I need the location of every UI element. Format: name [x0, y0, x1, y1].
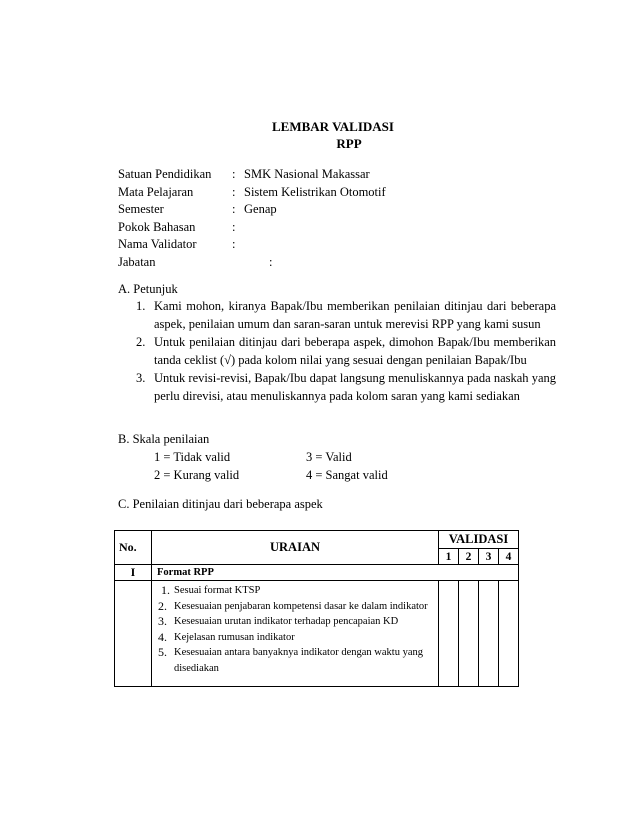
- info-label: Pokok Bahasan: [118, 219, 196, 234]
- header-score: 2: [459, 549, 479, 565]
- header-no: No.: [115, 531, 152, 565]
- list-text: Untuk revisi-revisi, Bapak/Ibu dapat langsung menuliskannya pada naskah yang perlu direvisi, atau menuliskannya pada kolom saran yang kami sediakan: [154, 371, 556, 403]
- header-uraian: URAIAN: [152, 531, 439, 565]
- header-score: 1: [439, 549, 459, 565]
- table-row: [115, 565, 519, 581]
- scale-item: 1 = Tidak valid: [154, 450, 231, 464]
- score-cell-3[interactable]: [479, 581, 499, 687]
- criteria-item: [158, 583, 432, 599]
- info-label: Jabatan: [118, 254, 156, 269]
- list-item: [136, 298, 556, 333]
- section-a-heading: A. Petunjuk: [118, 282, 178, 296]
- score-cell-1[interactable]: [439, 581, 459, 687]
- criteria-number: 5.: [158, 645, 167, 659]
- criteria-text: Kesesuaian antara banyaknya indikator dengan waktu yang disediakan: [174, 647, 423, 674]
- scale-item: 2 = Kurang valid: [154, 467, 240, 482]
- criteria-text: Kesesuaian urutan indikator terhadap pencapaian KD: [174, 616, 399, 627]
- scale-item: 4 = Sangat valid: [306, 467, 388, 482]
- score-cell-4[interactable]: [499, 581, 519, 687]
- scale-item: 3 = Valid: [306, 450, 352, 464]
- criteria-number: 3.: [158, 614, 167, 628]
- list-number: 3.: [136, 371, 146, 385]
- criteria-item: [158, 614, 432, 630]
- info-value: Genap: [244, 202, 277, 216]
- info-colon: :: [269, 254, 273, 269]
- criteria-list: [152, 581, 439, 687]
- info-colon: :: [232, 202, 236, 216]
- info-colon: :: [232, 184, 236, 199]
- criteria-item: [158, 630, 432, 646]
- instruction-list: [136, 298, 556, 405]
- info-colon: :: [232, 219, 236, 234]
- info-label: Satuan Pendidikan: [118, 167, 212, 181]
- header-score: 3: [479, 549, 499, 565]
- info-colon: :: [232, 237, 236, 251]
- group-title: Format RPP: [152, 565, 519, 581]
- list-number: 2.: [136, 335, 146, 349]
- info-value: Sistem Kelistrikan Otomotif: [244, 184, 386, 199]
- header-validasi: VALIDASI: [439, 531, 519, 549]
- section-c-heading: C. Penilaian ditinjau dari beberapa aspek: [118, 497, 323, 511]
- criteria-number: 2.: [158, 598, 167, 613]
- criteria-item: [158, 645, 432, 676]
- scale-column-left: [154, 449, 239, 484]
- list-item: [136, 370, 556, 405]
- table-row: [115, 581, 519, 687]
- score-cell-2[interactable]: [459, 581, 479, 687]
- info-label: Semester: [118, 202, 164, 216]
- validation-table: [114, 530, 519, 687]
- list-text: Kami mohon, kiranya Bapak/Ibu memberikan penilaian ditinjau dari beberapa aspek, penilaian umum dan saran-saran untuk merevisi RPP yang kami susun: [154, 299, 556, 331]
- criteria-number: 1.: [161, 583, 170, 597]
- info-colon: :: [232, 167, 236, 181]
- table-cell-empty: [115, 581, 152, 687]
- info-label: Nama Validator: [118, 237, 197, 251]
- info-value: SMK Nasional Makassar: [244, 167, 370, 181]
- criteria-text: Sesuai format KTSP: [174, 585, 261, 596]
- list-text: Untuk penilaian ditinjau dari beberapa aspek, dimohon Bapak/Ibu memberikan tanda ceklist (√) pada kolom nilai yang sesuai dengan penilaian Bapak/Ibu: [154, 335, 556, 367]
- group-number: I: [115, 565, 152, 581]
- document-title: LEMBAR VALIDASI: [272, 119, 394, 134]
- criteria-text: Kesesuaian penjabaran kompetensi dasar ke dalam indikator: [174, 600, 428, 612]
- criteria-item: [158, 599, 432, 615]
- section-b-heading: B. Skala penilaian: [118, 432, 210, 446]
- list-item: [136, 334, 556, 369]
- criteria-number: 4.: [158, 629, 167, 644]
- info-label: Mata Pelajaran: [118, 184, 194, 199]
- criteria-text: Kejelasan rumusan indikator: [174, 631, 295, 643]
- scale-column-right: [306, 449, 388, 484]
- document-subtitle: RPP: [336, 136, 362, 151]
- list-number: 1.: [136, 299, 146, 313]
- header-score: 4: [499, 549, 519, 565]
